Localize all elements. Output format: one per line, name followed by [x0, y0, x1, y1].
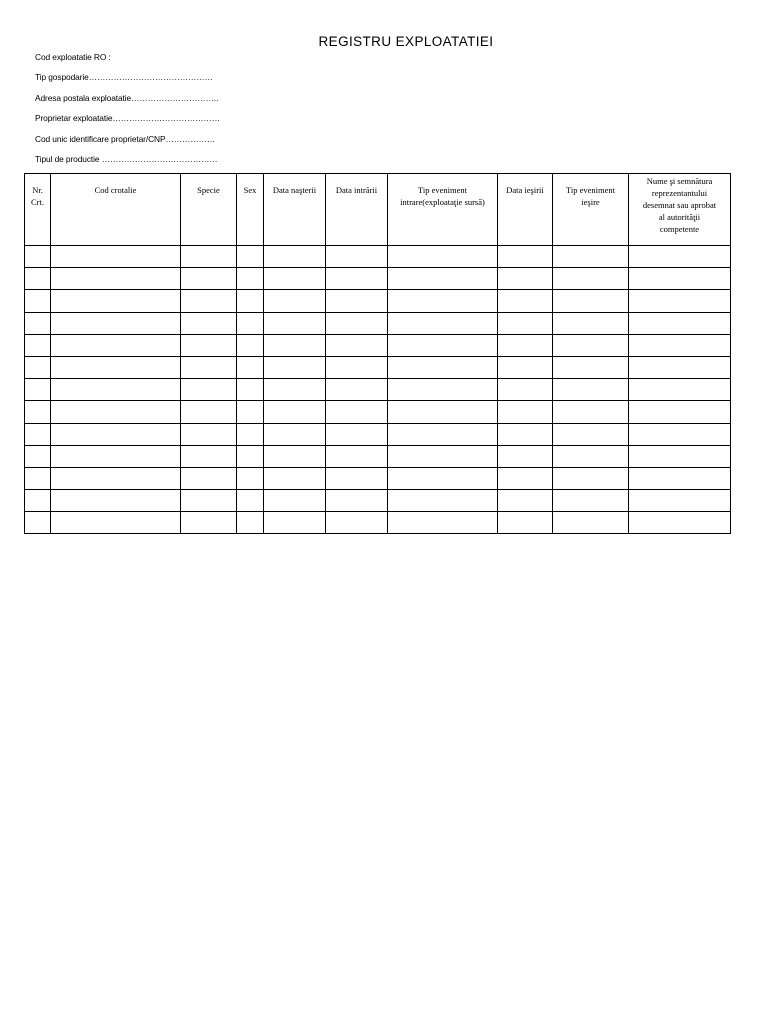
table-cell[interactable]: [25, 312, 51, 334]
table-cell[interactable]: [388, 490, 498, 512]
table-cell[interactable]: [25, 268, 51, 290]
table-cell[interactable]: [25, 379, 51, 401]
table-cell[interactable]: [237, 467, 264, 489]
header-data-nasterii: Data naşterii: [264, 174, 326, 246]
register-table: [24, 173, 731, 534]
table-cell[interactable]: [237, 246, 264, 268]
table-cell[interactable]: [388, 268, 498, 290]
table-row: [25, 356, 731, 378]
table-cell[interactable]: [51, 490, 181, 512]
table-cell[interactable]: [25, 401, 51, 423]
field-proprietar: Proprietar exploatatie…………………………………: [35, 113, 220, 124]
header-fields: [35, 51, 220, 173]
field-cod-exploatatie: Cod exploatatie RO :: [35, 52, 111, 62]
table-cell[interactable]: [237, 423, 264, 445]
table-cell[interactable]: [237, 379, 264, 401]
table-cell[interactable]: [264, 312, 326, 334]
table-cell[interactable]: [388, 445, 498, 467]
field-cod-unic-cnp: Cod unic identificare proprietar/CNP………………: [35, 133, 216, 144]
header-cod-crotalie: Cod crotalie: [51, 174, 181, 246]
table-cell[interactable]: [237, 268, 264, 290]
table-cell[interactable]: [629, 379, 731, 401]
table-cell[interactable]: [181, 379, 237, 401]
table-cell[interactable]: [237, 312, 264, 334]
table-cell[interactable]: [498, 512, 553, 534]
header-nr-crt: Nr. Crt.: [25, 174, 51, 246]
table-cell[interactable]: [553, 467, 629, 489]
table-cell[interactable]: [51, 334, 181, 356]
table-cell[interactable]: [51, 445, 181, 467]
table-cell[interactable]: [498, 356, 553, 378]
table-cell[interactable]: [25, 490, 51, 512]
table-cell[interactable]: [326, 512, 388, 534]
table-cell[interactable]: [629, 423, 731, 445]
header-tip-eveniment-iesire: Tip eveniment ieşire: [553, 174, 629, 246]
table-row: [25, 290, 731, 312]
table-cell[interactable]: [388, 290, 498, 312]
table-cell[interactable]: [498, 334, 553, 356]
table-cell[interactable]: [326, 490, 388, 512]
header-specie: Specie: [181, 174, 237, 246]
table-cell[interactable]: [264, 379, 326, 401]
table-cell[interactable]: [264, 490, 326, 512]
table-cell[interactable]: [326, 423, 388, 445]
table-cell[interactable]: [388, 512, 498, 534]
table-cell[interactable]: [51, 512, 181, 534]
table-cell[interactable]: [181, 490, 237, 512]
table-cell[interactable]: [498, 490, 553, 512]
table-cell[interactable]: [326, 268, 388, 290]
table-cell[interactable]: [181, 356, 237, 378]
table-cell[interactable]: [51, 268, 181, 290]
table-row: [25, 312, 731, 334]
table-cell[interactable]: [553, 423, 629, 445]
table-cell[interactable]: [326, 467, 388, 489]
table-cell[interactable]: [25, 512, 51, 534]
table-cell[interactable]: [498, 379, 553, 401]
table-cell[interactable]: [629, 490, 731, 512]
table-cell[interactable]: [51, 467, 181, 489]
table-cell[interactable]: [629, 356, 731, 378]
table-cell[interactable]: [388, 334, 498, 356]
table-cell[interactable]: [181, 445, 237, 467]
field-tipul-productie: Tipul de productie ……………………………………: [35, 153, 218, 164]
table-cell[interactable]: [264, 246, 326, 268]
table-row: [25, 246, 731, 268]
table-cell[interactable]: [25, 467, 51, 489]
table-row: [25, 268, 731, 290]
table-cell[interactable]: [51, 312, 181, 334]
table-cell[interactable]: [553, 445, 629, 467]
field-tip-gospodarie: Tip gospodarie………………………………………: [35, 72, 213, 83]
table-cell[interactable]: [181, 290, 237, 312]
table-header-row: [25, 174, 731, 246]
table-cell[interactable]: [181, 312, 237, 334]
table-cell[interactable]: [25, 290, 51, 312]
table-cell[interactable]: [181, 268, 237, 290]
table-cell[interactable]: [181, 246, 237, 268]
header-data-intrarii: Data intrării: [326, 174, 388, 246]
table-cell[interactable]: [553, 268, 629, 290]
table-row: [25, 467, 731, 489]
table-cell[interactable]: [326, 290, 388, 312]
table-cell[interactable]: [181, 512, 237, 534]
table-cell[interactable]: [25, 334, 51, 356]
table-cell[interactable]: [553, 334, 629, 356]
table-cell[interactable]: [51, 356, 181, 378]
field-adresa-postala: Adresa postala exploatatie…………………………..: [35, 92, 219, 103]
table-cell[interactable]: [498, 268, 553, 290]
table-cell[interactable]: [388, 423, 498, 445]
header-tip-eveniment-intrare: Tip eveniment intrare(exploataţie sursă): [388, 174, 498, 246]
table-cell[interactable]: [388, 379, 498, 401]
table-cell[interactable]: [326, 445, 388, 467]
table-cell[interactable]: [498, 423, 553, 445]
table-cell[interactable]: [264, 512, 326, 534]
table-cell[interactable]: [326, 379, 388, 401]
table-cell[interactable]: [326, 401, 388, 423]
table-cell[interactable]: [498, 246, 553, 268]
table-row: [25, 379, 731, 401]
table-cell[interactable]: [181, 334, 237, 356]
table-cell[interactable]: [326, 246, 388, 268]
table-cell[interactable]: [264, 423, 326, 445]
table-cell[interactable]: [51, 379, 181, 401]
table-cell[interactable]: [629, 246, 731, 268]
table-cell[interactable]: [237, 290, 264, 312]
table-body: [25, 246, 731, 534]
table-row: [25, 512, 731, 534]
table-cell[interactable]: [553, 512, 629, 534]
table-cell[interactable]: [629, 290, 731, 312]
table-cell[interactable]: [629, 268, 731, 290]
table-cell[interactable]: [237, 334, 264, 356]
table-cell[interactable]: [629, 401, 731, 423]
table-cell[interactable]: [553, 356, 629, 378]
table-cell[interactable]: [498, 467, 553, 489]
table-cell[interactable]: [629, 334, 731, 356]
table-cell[interactable]: [181, 423, 237, 445]
table-cell[interactable]: [388, 312, 498, 334]
table-cell[interactable]: [498, 312, 553, 334]
table-cell[interactable]: [498, 401, 553, 423]
table-cell[interactable]: [388, 356, 498, 378]
table-cell[interactable]: [264, 467, 326, 489]
table-cell[interactable]: [237, 401, 264, 423]
page-title: REGISTRU EXPLOATATIEI: [318, 34, 494, 49]
table-cell[interactable]: [25, 246, 51, 268]
table-row: [25, 445, 731, 467]
table-cell[interactable]: [326, 312, 388, 334]
table-cell[interactable]: [629, 445, 731, 467]
table-row: [25, 401, 731, 423]
header-sex: Sex: [237, 174, 264, 246]
table-cell[interactable]: [237, 512, 264, 534]
table-cell[interactable]: [181, 467, 237, 489]
table-cell[interactable]: [629, 312, 731, 334]
table-cell[interactable]: [264, 401, 326, 423]
table-cell[interactable]: [629, 512, 731, 534]
table-cell[interactable]: [51, 246, 181, 268]
table-cell[interactable]: [553, 379, 629, 401]
table-row: [25, 334, 731, 356]
table-cell[interactable]: [388, 401, 498, 423]
table-cell[interactable]: [51, 290, 181, 312]
table-cell[interactable]: [237, 356, 264, 378]
table-row: [25, 490, 731, 512]
table-cell[interactable]: [629, 467, 731, 489]
table-row: [25, 423, 731, 445]
table-cell[interactable]: [553, 312, 629, 334]
table-cell[interactable]: [326, 356, 388, 378]
header-data-iesirii: Data ieşirii: [498, 174, 553, 246]
table-cell[interactable]: [326, 334, 388, 356]
table-cell[interactable]: [553, 490, 629, 512]
table-cell[interactable]: [388, 246, 498, 268]
table-cell[interactable]: [498, 445, 553, 467]
table-cell[interactable]: [553, 401, 629, 423]
table-cell[interactable]: [25, 423, 51, 445]
table-cell[interactable]: [264, 445, 326, 467]
table-cell[interactable]: [264, 268, 326, 290]
table-cell[interactable]: [264, 356, 326, 378]
table-cell[interactable]: [51, 401, 181, 423]
table-cell[interactable]: [237, 445, 264, 467]
header-nume-semnatura: Nume şi semnătura reprezentantului desemnat sau aprobat al autorităţii competente: [629, 174, 731, 246]
table-cell[interactable]: [498, 290, 553, 312]
table-cell[interactable]: [553, 290, 629, 312]
table-cell[interactable]: [553, 246, 629, 268]
table-cell[interactable]: [264, 334, 326, 356]
table-cell[interactable]: [51, 423, 181, 445]
table-cell[interactable]: [25, 445, 51, 467]
table-cell[interactable]: [181, 401, 237, 423]
table-cell[interactable]: [388, 467, 498, 489]
table-cell[interactable]: [25, 356, 51, 378]
table-cell[interactable]: [264, 290, 326, 312]
table-cell[interactable]: [237, 490, 264, 512]
